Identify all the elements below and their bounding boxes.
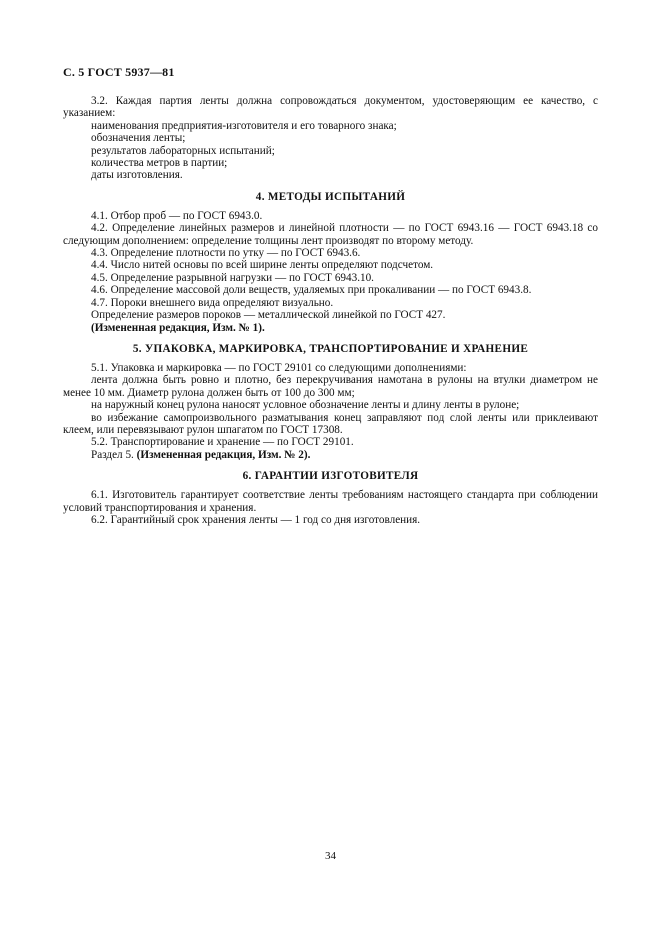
page-number: 34 xyxy=(325,850,336,862)
paragraph-4-1: 4.1. Отбор проб — по ГОСТ 6943.0. xyxy=(91,209,263,222)
list-item: обозначения ленты; xyxy=(91,132,186,145)
section-6-heading: 6. ГАРАНТИИ ИЗГОТОВИТЕЛЯ xyxy=(242,470,419,483)
paragraph-6-1: 6.1. Изготовитель гарантирует соответствие ленты требованиям настоящего стандарта при соблюдении условий транспортирования и хранения. xyxy=(63,489,598,514)
amendment-note-1: (Измененная редакция, Изм. № 1). xyxy=(91,321,265,334)
page-header: С. 5 ГОСТ 5937—81 xyxy=(63,65,175,79)
requirements-list xyxy=(63,120,598,182)
amendment-note-text: (Измененная редакция, Изм. № 2). xyxy=(136,448,311,461)
document-body xyxy=(63,95,598,526)
amendment-note-2 xyxy=(63,449,598,461)
list-item: даты изготовления. xyxy=(91,169,183,182)
paragraph-4-6: 4.6. Определение массовой доли веществ, удаляемых при прокаливании — по ГОСТ 6943.8. xyxy=(91,284,532,297)
paragraph-4-7-defects: Определение размеров пороков — металлической линейкой по ГОСТ 427. xyxy=(91,309,446,322)
section-5-heading: 5. УПАКОВКА, МАРКИРОВКА, ТРАНСПОРТИРОВАНИЕ И ХРАНЕНИЕ xyxy=(132,342,529,355)
amendment-note-prefix: Раздел 5. xyxy=(91,448,134,461)
section-4-heading: 4. МЕТОДЫ ИСПЫТАНИЙ xyxy=(255,190,406,203)
paragraph-5-1-fastening: во избежание самопроизвольного разматывания конец заправляют под слой ленты или приклеивают клеем, или перевязывают рулон шпагатом по ГОСТ 17308. xyxy=(63,411,598,436)
paragraph-5-2: 5.2. Транспортирование и хранение — по ГОСТ 29101. xyxy=(91,436,354,449)
list-item: результатов лабораторных испытаний; xyxy=(91,144,275,157)
paragraph-4-4: 4.4. Число нитей основы по всей ширине ленты определяют подсчетом. xyxy=(91,259,434,272)
list-item: наименования предприятия-изготовителя и его товарного знака; xyxy=(91,119,397,132)
paragraph-3-2: 3.2. Каждая партия ленты должна сопровождаться документом, удостоверяющим ее качество, с указанием: xyxy=(63,95,598,120)
paragraph-6-2: 6.2. Гарантийный срок хранения ленты — 1 год со дня изготовления. xyxy=(91,513,421,526)
paragraph-4-5: 4.5. Определение разрывной нагрузки — по ГОСТ 6943.10. xyxy=(91,271,374,284)
paragraph-5-1-marking: на наружный конец рулона наносят условное обозначение ленты и длину ленты в рулоне; xyxy=(91,399,520,412)
paragraph-5-1-roll: лента должна быть ровно и плотно, без перекручивания намотана в рулоны на втулки диаметром не менее 10 мм. Диаметр рулона должен быть от 100 до 300 мм; xyxy=(63,374,598,399)
paragraph-4-2: 4.2. Определение линейных размеров и линейной плотности — по ГОСТ 6943.16 — ГОСТ 6943.18 со следующим дополнением: определение толщины лент производят по второму методу. xyxy=(63,222,598,247)
paragraph-4-3: 4.3. Определение плотности по утку — по ГОСТ 6943.6. xyxy=(91,247,361,260)
paragraph-5-1: 5.1. Упаковка и маркировка — по ГОСТ 29101 со следующими дополнениями: xyxy=(91,361,467,374)
list-item: количества метров в партии; xyxy=(91,157,228,170)
paragraph-4-7: 4.7. Пороки внешнего вида определяют визуально. xyxy=(91,296,334,309)
